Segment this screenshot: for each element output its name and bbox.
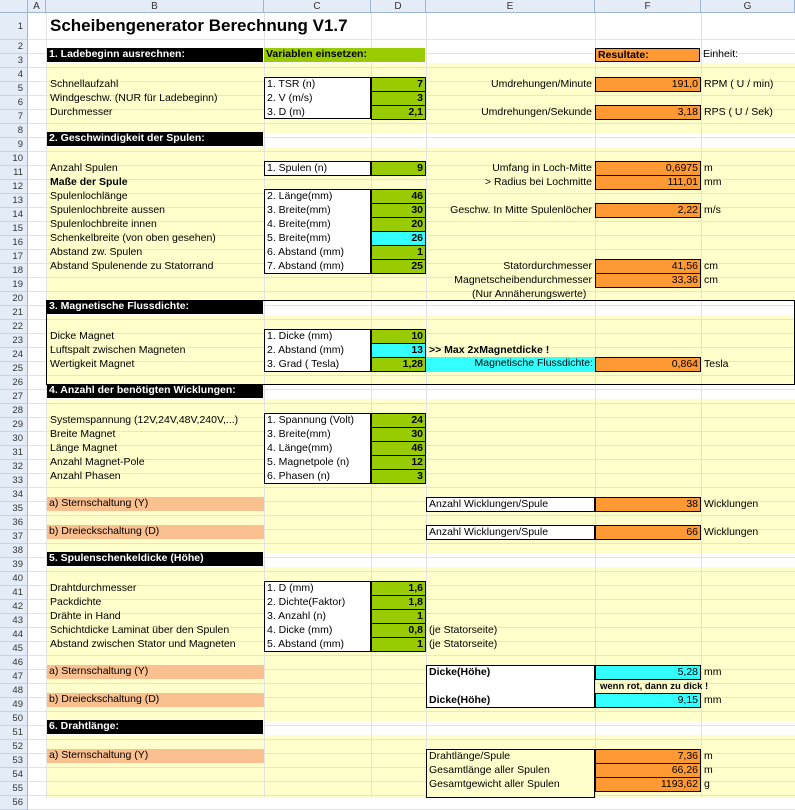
- row-header[interactable]: 29: [0, 418, 28, 432]
- row-header[interactable]: 56: [0, 796, 28, 810]
- unit-umfang: m: [704, 162, 713, 174]
- unit-radius: mm: [704, 176, 722, 188]
- row-header[interactable]: 44: [0, 628, 28, 642]
- var-laenge: 2. Länge(mm): [267, 190, 333, 202]
- input-laenge-magnet[interactable]: 46: [371, 441, 426, 456]
- row-header[interactable]: 27: [0, 390, 28, 404]
- grid-column-line: [371, 13, 372, 798]
- result-rpm[interactable]: 191,0: [595, 77, 701, 92]
- unit-header: Einheit:: [703, 48, 739, 60]
- delta-connection-label-s4: b) Dreieckschaltung (D): [47, 525, 264, 539]
- row-header[interactable]: 23: [0, 334, 28, 348]
- label-windgeschw: Windgeschw. (NUR für Ladebeginn): [50, 92, 218, 104]
- column-header-b[interactable]: B: [46, 0, 264, 13]
- row-header[interactable]: 35: [0, 502, 28, 516]
- row-header[interactable]: 12: [0, 180, 28, 194]
- label-draehte-hand: Drähte in Hand: [50, 610, 121, 622]
- row-header[interactable]: 11: [0, 166, 28, 180]
- result-umfang[interactable]: 0,6975: [595, 161, 701, 176]
- label-wertigkeit: Wertigkeit Magnet: [50, 358, 135, 370]
- var-magnetpole: 5. Magnetpole (n): [267, 456, 350, 468]
- label-abstand-statorrand: Abstand Spulenende zu Statorrand: [50, 260, 214, 272]
- row-header[interactable]: 15: [0, 222, 28, 236]
- input-diameter[interactable]: 2,1: [371, 105, 426, 120]
- input-luftspalt[interactable]: 13: [371, 343, 426, 358]
- grid-column-line: [595, 13, 596, 798]
- input-breite-aussen[interactable]: 30: [371, 203, 426, 218]
- result-statordurchmesser[interactable]: 41,56: [595, 259, 701, 274]
- var-breite5: 5. Breite(mm): [267, 232, 331, 244]
- var-laenge-magnet: 4. Länge(mm): [267, 442, 333, 454]
- row-header[interactable]: 24: [0, 348, 28, 362]
- label-packdichte: Packdichte: [50, 596, 102, 608]
- result-wicklungen-star[interactable]: 38: [595, 497, 701, 512]
- label-abstand-stator-magnet: Abstand zwischen Stator und Magneten: [50, 638, 236, 650]
- row-header[interactable]: 2: [0, 40, 28, 54]
- row-header[interactable]: 47: [0, 670, 28, 684]
- result-wicklungen-delta[interactable]: 66: [595, 525, 701, 540]
- var-anzahl: 3. Anzahl (n): [267, 610, 326, 622]
- row-header[interactable]: 39: [0, 558, 28, 572]
- var-abstand6: 6. Abstand (mm): [267, 246, 345, 258]
- var-abstand7: 7. Abstand (mm): [267, 260, 345, 272]
- row-header[interactable]: 49: [0, 698, 28, 712]
- row-header[interactable]: 10: [0, 152, 28, 166]
- row-header[interactable]: 32: [0, 460, 28, 474]
- unit-dicke-star: mm: [704, 666, 722, 678]
- row-header[interactable]: 20: [0, 292, 28, 306]
- page-title: Scheibengenerator Berechnung V1.7: [50, 16, 348, 35]
- row-header[interactable]: 16: [0, 236, 28, 250]
- unit-tesla: Tesla: [704, 358, 729, 370]
- results-header: Resultate:: [595, 48, 700, 62]
- column-header-f[interactable]: F: [595, 0, 701, 13]
- var-dicke-laminat: 4. Dicke (mm): [267, 624, 333, 636]
- label-dicke-magnet: Dicke Magnet: [50, 330, 115, 342]
- row-header[interactable]: 53: [0, 754, 28, 768]
- label-phasen: Anzahl Phasen: [50, 470, 121, 482]
- row-header[interactable]: 7: [0, 110, 28, 124]
- input-abstand-stator[interactable]: 1: [371, 637, 426, 652]
- row-header[interactable]: 18: [0, 264, 28, 278]
- input-schenkelbreite[interactable]: 26: [371, 231, 426, 246]
- label-abstand-spulen: Abstand zw. Spulen: [50, 246, 143, 258]
- label-lochbreite-innen: Spulenlochbreite innen: [50, 218, 157, 230]
- input-breite-magnet[interactable]: 30: [371, 427, 426, 442]
- column-header-a[interactable]: A: [28, 0, 46, 13]
- input-dicke-magnet[interactable]: 10: [371, 329, 426, 344]
- var-abstand-stator: 5. Abstand (mm): [267, 638, 345, 650]
- row-header[interactable]: 19: [0, 278, 28, 292]
- row-header[interactable]: 30: [0, 432, 28, 446]
- row-header[interactable]: 50: [0, 712, 28, 726]
- res-label-statordurchmesser: Statordurchmesser: [503, 260, 592, 272]
- column-header-d[interactable]: D: [371, 0, 426, 13]
- label-laenge-magnet: Länge Magnet: [50, 442, 118, 454]
- row-header[interactable]: 21: [0, 306, 28, 320]
- res-label-wicklungen-delta: Anzahl Wicklungen/Spule: [426, 525, 595, 540]
- row-header[interactable]: 5: [0, 82, 28, 96]
- row-header[interactable]: 46: [0, 656, 28, 670]
- label-anzahl-spulen: Anzahl Spulen: [50, 162, 118, 174]
- row-header[interactable]: 9: [0, 138, 28, 152]
- input-breite-innen[interactable]: 20: [371, 217, 426, 232]
- unit-magnetscheibe: cm: [704, 274, 718, 286]
- input-magnetpole[interactable]: 12: [371, 455, 426, 470]
- row-header[interactable]: 48: [0, 684, 28, 698]
- row-header[interactable]: 36: [0, 516, 28, 530]
- label-luftspalt: Luftspalt zwischen Magneten: [50, 344, 186, 356]
- result-rps[interactable]: 3,18: [595, 105, 701, 120]
- section2-header: 2. Geschwindigkeit der Spulen:: [47, 132, 263, 146]
- result-drahtlaenge[interactable]: 7,36: [595, 749, 701, 764]
- var-v: 2. V (m/s): [267, 92, 313, 104]
- row-header[interactable]: 6: [0, 96, 28, 110]
- grid-column-line: [264, 13, 265, 798]
- unit-rpm: RPM ( U / min): [704, 78, 774, 90]
- hint-max-magnetdicke: >> Max 2xMagnetdicke !: [429, 344, 550, 356]
- result-dicke-delta[interactable]: 9,15: [595, 693, 701, 708]
- var-d: 3. D (m): [267, 106, 305, 118]
- var-dichte: 2. Dichte(Faktor): [267, 596, 346, 608]
- section3-header: 3. Magnetische Flussdichte:: [47, 300, 263, 314]
- result-dicke-star[interactable]: 5,28: [595, 665, 701, 680]
- row-header[interactable]: 38: [0, 544, 28, 558]
- star-connection-label-s4: a) Sternschaltung (Y): [47, 497, 264, 511]
- input-tsr[interactable]: 7: [371, 77, 426, 92]
- input-packdichte[interactable]: 1,8: [371, 595, 426, 610]
- row-header[interactable]: 33: [0, 474, 28, 488]
- row-header[interactable]: 1: [0, 13, 28, 40]
- star-connection-label-s5: a) Sternschaltung (Y): [47, 665, 264, 679]
- grid-row: [28, 796, 795, 810]
- label-drahtdurchmesser: Drahtdurchmesser: [50, 582, 137, 594]
- result-geschw[interactable]: 2,22: [595, 203, 701, 218]
- row-header[interactable]: 51: [0, 726, 28, 740]
- row-header[interactable]: 42: [0, 600, 28, 614]
- select-all-corner[interactable]: [0, 0, 28, 13]
- res-label-rpm: Umdrehungen/Minute: [491, 78, 592, 90]
- unit-drahtlaenge: m: [704, 750, 713, 762]
- var-draht-d: 1. D (mm): [267, 582, 314, 594]
- res-label-radius: > Radius bei Lochmitte: [484, 176, 592, 188]
- label-breite-magnet: Breite Magnet: [50, 428, 116, 440]
- section6-header: 6. Drahtlänge:: [47, 720, 263, 734]
- res-label-geschw: Geschw. In Mitte Spulenlöcher: [450, 204, 592, 216]
- result-magnetscheibe[interactable]: 33,36: [595, 273, 701, 288]
- unit-statordurchmesser: cm: [704, 260, 718, 272]
- res-label-gesamtlaenge: Gesamtlänge aller Spulen: [429, 764, 550, 776]
- grid-column-line: [46, 13, 47, 798]
- label-lochbreite-aussen: Spulenlochbreite aussen: [50, 204, 165, 216]
- star-connection-label-s6: a) Sternschaltung (Y): [47, 749, 264, 763]
- res-label-magnetscheibe: Magnetscheibendurchmesser: [454, 274, 592, 286]
- column-header-g[interactable]: G: [701, 0, 795, 13]
- row-header[interactable]: 45: [0, 642, 28, 656]
- result-flussdichte[interactable]: 0,864: [595, 357, 701, 372]
- row-header[interactable]: 14: [0, 208, 28, 222]
- label-systemspannung: Systemspannung (12V,24V,48V,240V,...): [50, 414, 239, 426]
- column-header-c[interactable]: C: [264, 0, 371, 13]
- input-schichtdicke[interactable]: 0,8: [371, 623, 426, 638]
- note-statorseite-2: (je Statorseite): [429, 638, 498, 650]
- section1-header: 1. Ladebeginn ausrechnen:: [47, 48, 263, 62]
- row-header[interactable]: 34: [0, 488, 28, 502]
- result-gesamtgewicht[interactable]: 1193,62: [595, 777, 701, 792]
- var-grad: 3. Grad ( Tesla): [267, 358, 340, 370]
- approx-note: (Nur Annäherungswerte): [472, 288, 587, 300]
- row-header[interactable]: 17: [0, 250, 28, 264]
- var-phasen: 6. Phasen (n): [267, 470, 331, 482]
- input-spulen[interactable]: 9: [371, 161, 426, 176]
- input-laenge[interactable]: 46: [371, 189, 426, 204]
- res-label-flussdichte: Magnetische Flussdichte:: [426, 357, 595, 372]
- row-header[interactable]: 31: [0, 446, 28, 460]
- input-phasen[interactable]: 3: [371, 469, 426, 484]
- row-header[interactable]: 54: [0, 768, 28, 782]
- label-schichtdicke: Schichtdicke Laminat über den Spulen: [50, 624, 230, 636]
- section4-header: 4. Anzahl der benötigten Wicklungen:: [47, 384, 263, 398]
- row-header[interactable]: 3: [0, 54, 28, 68]
- label-schnellaufzahl: Schnellaufzahl: [50, 78, 119, 90]
- section5-header: 5. Spulenschenkeldicke (Höhe): [47, 552, 263, 566]
- note-statorseite-1: (je Statorseite): [429, 624, 498, 636]
- res-label-dicke-star: Dicke(Höhe): [429, 666, 491, 678]
- unit-wicklungen-delta: Wicklungen: [704, 526, 759, 538]
- row-header[interactable]: 37: [0, 530, 28, 544]
- row-header[interactable]: 55: [0, 782, 28, 796]
- row-header[interactable]: 40: [0, 572, 28, 586]
- row-header[interactable]: 41: [0, 586, 28, 600]
- input-spannung[interactable]: 24: [371, 413, 426, 428]
- label-masse-spule: Maße der Spule: [50, 176, 128, 188]
- result-radius[interactable]: 111,01: [595, 175, 701, 190]
- var-tsr: 1. TSR (n): [267, 78, 316, 90]
- var-spulen: 1. Spulen (n): [267, 162, 328, 174]
- input-draehte[interactable]: 1: [371, 609, 426, 624]
- input-windspeed[interactable]: 3: [371, 91, 426, 106]
- res-label-gesamtgewicht: Gesamtgewicht aller Spulen: [429, 778, 560, 790]
- res-label-umfang: Umfang in Loch-Mitte: [492, 162, 592, 174]
- result-gesamtlaenge[interactable]: 66,26: [595, 763, 701, 778]
- row-header[interactable]: 22: [0, 320, 28, 334]
- input-tesla[interactable]: 1,28: [371, 357, 426, 372]
- var-breite3: 3. Breite(mm): [267, 204, 331, 216]
- unit-gesamtgewicht: g: [704, 778, 710, 790]
- input-abstand-spulen[interactable]: 1: [371, 245, 426, 260]
- var-breite-magnet: 3. Breite(mm): [267, 428, 331, 440]
- row-header[interactable]: 13: [0, 194, 28, 208]
- warning-too-thick: wenn rot, dann zu dick !: [600, 681, 709, 692]
- label-durchmesser: Durchmesser: [50, 106, 113, 118]
- column-header-e[interactable]: E: [426, 0, 595, 13]
- row-header[interactable]: 26: [0, 376, 28, 390]
- var-breite4: 4. Breite(mm): [267, 218, 331, 230]
- res-label-dicke-delta: Dicke(Höhe): [429, 694, 491, 706]
- variables-header: Variablen einsetzen:: [264, 48, 425, 62]
- res-label-drahtlaenge: Drahtlänge/Spule: [429, 750, 511, 762]
- unit-dicke-delta: mm: [704, 694, 722, 706]
- var-dicke: 1. Dicke (mm): [267, 330, 333, 342]
- res-label-rps: Umdrehungen/Sekunde: [481, 106, 592, 118]
- res-label-wicklungen-star: Anzahl Wicklungen/Spule: [426, 497, 595, 512]
- delta-connection-label-s5: b) Dreieckschaltung (D): [47, 693, 264, 707]
- row-header[interactable]: 43: [0, 614, 28, 628]
- label-magnet-pole: Anzahl Magnet-Pole: [50, 456, 145, 468]
- row-header[interactable]: 52: [0, 740, 28, 754]
- unit-rps: RPS ( U / Sek): [704, 106, 773, 118]
- input-drahtdurchmesser[interactable]: 1,6: [371, 581, 426, 596]
- var-spannung: 1. Spannung (Volt): [267, 414, 354, 426]
- row-header[interactable]: 28: [0, 404, 28, 418]
- row-header[interactable]: 4: [0, 68, 28, 82]
- unit-gesamtlaenge: m: [704, 764, 713, 776]
- input-abstand-statorrand[interactable]: 25: [371, 259, 426, 274]
- row-header[interactable]: 8: [0, 124, 28, 138]
- row-header[interactable]: 25: [0, 362, 28, 376]
- label-schenkelbreite: Schenkelbreite (von oben gesehen): [50, 232, 216, 244]
- var-abstand-luft: 2. Abstand (mm): [267, 344, 345, 356]
- label-spulenlochlaenge: Spulenlochlänge: [50, 190, 128, 202]
- unit-geschw: m/s: [704, 204, 721, 216]
- unit-wicklungen-star: Wicklungen: [704, 498, 759, 510]
